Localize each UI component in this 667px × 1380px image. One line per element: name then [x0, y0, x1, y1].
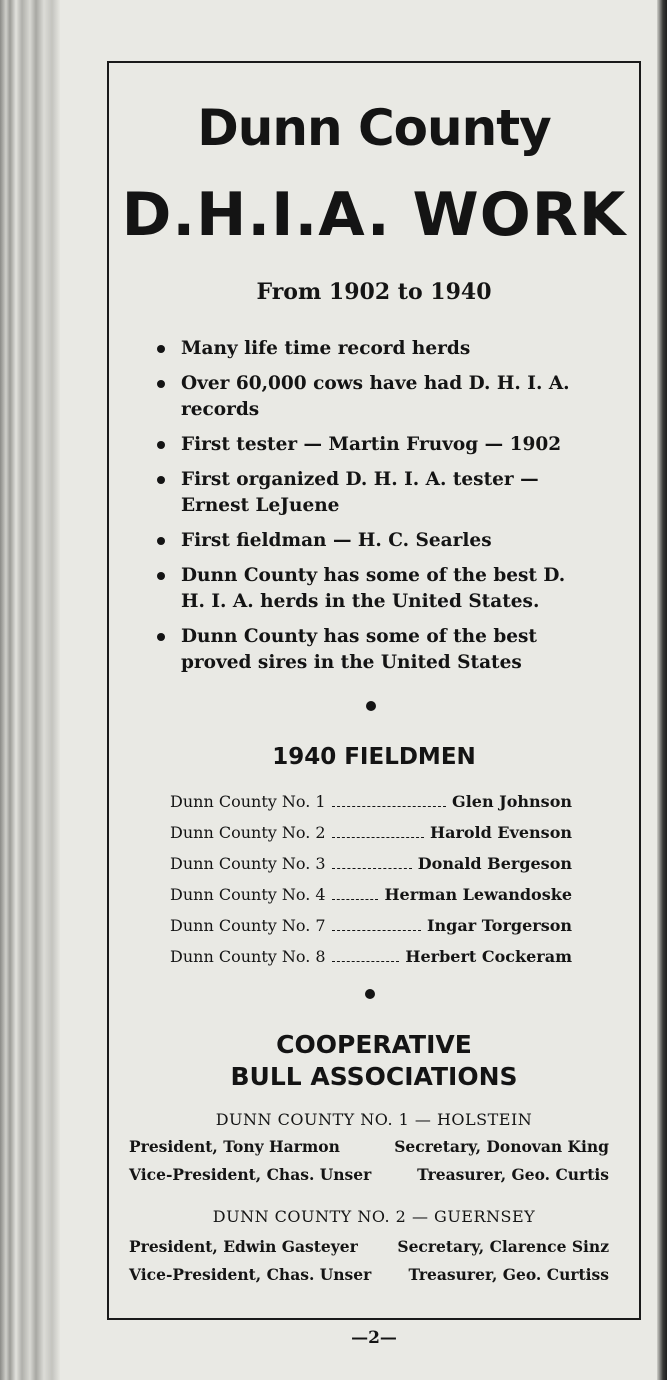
title-county: Dunn County — [197, 99, 551, 157]
fieldmen-title: 1940 FIELDMEN — [272, 744, 476, 770]
fieldman-assoc: Dunn County No. 4 — [170, 885, 326, 904]
fact-text: First organized D. H. I. A. tester — Ernest LeJuene — [181, 469, 539, 516]
secretary: Secretary, Donovan King — [394, 1137, 609, 1156]
fact-item — [155, 467, 595, 519]
president: President, Tony Harmon — [129, 1137, 340, 1156]
fact-item — [155, 563, 595, 615]
bullet-icon — [157, 476, 165, 484]
vice-president: Vice-President, Chas. Unser — [129, 1265, 372, 1284]
fieldman-name: Harold Evenson — [429, 823, 572, 842]
assoc-title-line1: COOPERATIVE — [276, 1030, 472, 1059]
fact-text: Over 60,000 cows have had D. H. I. A. records — [181, 373, 570, 420]
fact-item — [155, 624, 595, 676]
fieldman-row — [170, 817, 572, 848]
fact-text: Dunn County has some of the best D. H. I. A. herds in the United States. — [181, 565, 566, 612]
leader-line — [332, 823, 424, 838]
officer-row — [129, 1161, 609, 1189]
fact-text: First fieldman — H. C. Searles — [181, 530, 492, 551]
fieldman-row — [170, 786, 572, 817]
fieldman-name: Glen Johnson — [452, 792, 572, 811]
fact-item — [155, 371, 595, 423]
officer-row — [129, 1133, 609, 1161]
bullet-icon — [157, 345, 165, 353]
leader-line — [332, 916, 421, 931]
separator-dot-icon — [365, 989, 375, 999]
bullet-icon — [157, 380, 165, 388]
fact-item — [155, 528, 595, 554]
treasurer: Treasurer, Geo. Curtiss — [408, 1265, 609, 1284]
fieldman-row — [170, 879, 572, 910]
officer-row — [129, 1233, 609, 1261]
bullet-icon — [157, 633, 165, 641]
assoc-heading-holstein: DUNN COUNTY NO. 1 — HOLSTEIN — [215, 1110, 533, 1129]
fieldman-assoc: Dunn County No. 3 — [170, 854, 326, 873]
bullet-icon — [157, 441, 165, 449]
officer-row — [129, 1261, 609, 1289]
fieldman-name: Donald Bergeson — [417, 854, 572, 873]
leader-line — [332, 854, 412, 869]
leader-line — [332, 792, 446, 807]
fact-text: First tester — Martin Fruvog — 1902 — [181, 434, 562, 455]
page-number: —2— — [351, 1328, 397, 1348]
subtitle-years: From 1902 to 1940 — [256, 279, 492, 305]
fact-item — [155, 432, 595, 458]
leader-line — [332, 885, 379, 900]
fieldman-row — [170, 910, 572, 941]
fieldman-name: Herbert Cockeram — [405, 947, 572, 966]
fieldman-assoc: Dunn County No. 8 — [170, 947, 326, 966]
president: President, Edwin Gasteyer — [129, 1237, 358, 1256]
secretary: Secretary, Clarence Sinz — [397, 1237, 609, 1256]
fieldman-name: Ingar Torgerson — [427, 916, 572, 935]
fact-item — [155, 336, 595, 362]
fieldman-assoc: Dunn County No. 7 — [170, 916, 326, 935]
fieldman-assoc: Dunn County No. 1 — [170, 792, 326, 811]
fieldman-assoc: Dunn County No. 2 — [170, 823, 326, 842]
facts-list — [155, 336, 595, 685]
book-binding — [0, 0, 60, 1380]
assoc-title-line2: BULL ASSOCIATIONS — [230, 1062, 518, 1091]
fieldman-name: Herman Lewandoske — [384, 885, 572, 904]
vice-president: Vice-President, Chas. Unser — [129, 1165, 372, 1184]
assoc-officers-guernsey — [129, 1233, 609, 1289]
title-dhia-work: D.H.I.A. WORK — [121, 180, 627, 250]
fieldman-row — [170, 941, 572, 972]
assoc-heading-guernsey: DUNN COUNTY NO. 2 — GUERNSEY — [212, 1207, 536, 1226]
fieldmen-list — [170, 786, 572, 972]
fieldman-row — [170, 848, 572, 879]
leader-line — [332, 947, 400, 962]
fact-text: Many life time record herds — [181, 338, 471, 359]
treasurer: Treasurer, Geo. Curtis — [417, 1165, 609, 1184]
fact-text: Dunn County has some of the best proved sires in the United States — [181, 626, 537, 673]
separator-dot-icon — [366, 701, 376, 711]
bullet-icon — [157, 572, 165, 580]
bullet-icon — [157, 537, 165, 545]
page-edge — [657, 0, 667, 1380]
assoc-officers-holstein — [129, 1133, 609, 1189]
